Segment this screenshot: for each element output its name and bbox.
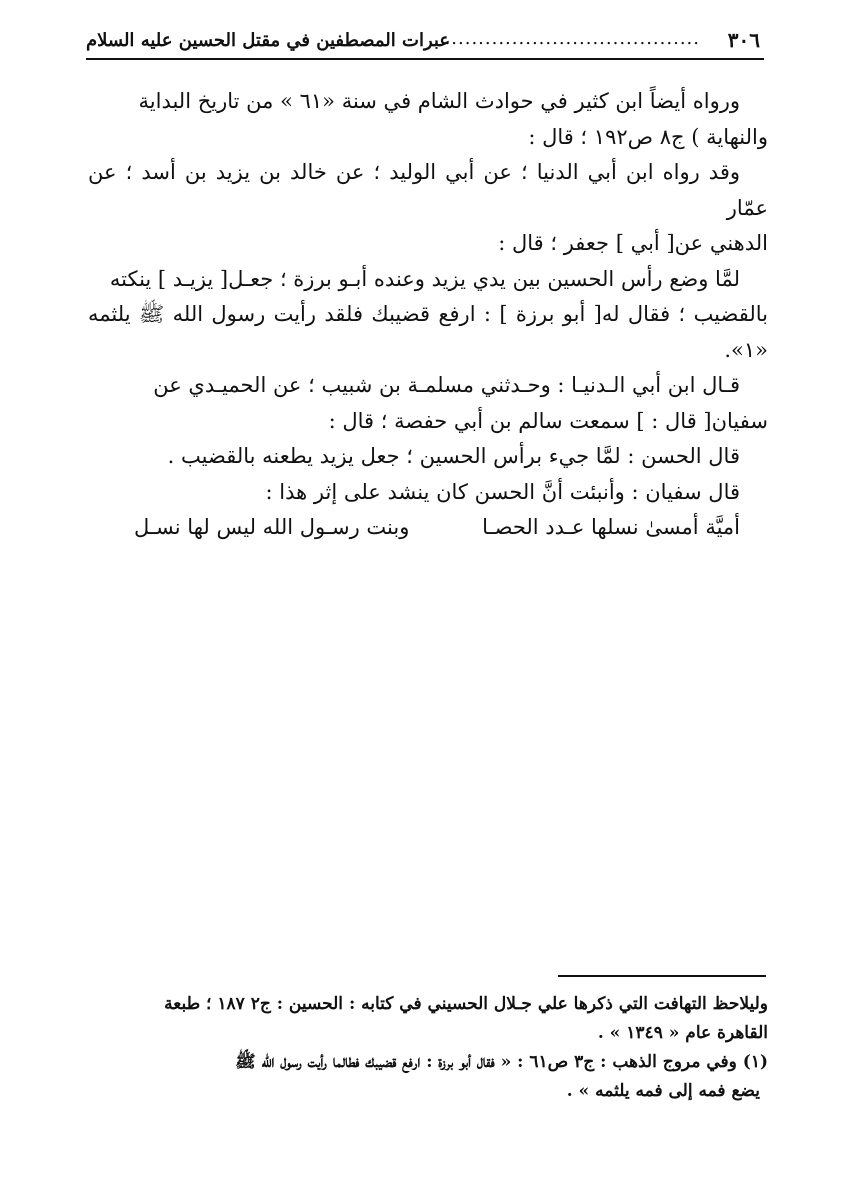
poem-verse bbox=[88, 510, 768, 546]
paragraph-line: قـال ابن أبي الـدنيـا : وحـدثني مسلمـة بن شبيب ؛ عن الحميـدي عن bbox=[153, 373, 740, 397]
book-title: عبرات المصطفين في مقتل الحسين عليه السلام bbox=[86, 30, 451, 51]
footnote-line: وليلاحظ التهافت التي ذكرها علي جـلال الحسيني في كتابه : الحسين : ج٢ ١٨٧ ؛ طبعة bbox=[164, 994, 768, 1014]
page-number: ٣٠٦ bbox=[727, 28, 760, 52]
paragraph-line: والنهاية ) ج٨ ص١٩٢ ؛ قال : bbox=[528, 124, 768, 149]
footnote-divider bbox=[558, 975, 766, 977]
footnote-line: القاهرة عام « ١٣٤٩ » . bbox=[597, 1023, 768, 1043]
paragraph-line: ورواه أيضاً ابن كثير في حوادث الشام في سنة «٦١ » من تاريخ البداية bbox=[138, 89, 740, 113]
footnote-line: (١) وفي مروج الذهب : ج٣ ص٦١ : « فقال أبو برزة : ارفع قضيبك فطالما رأيت رسول الله ﷺ bbox=[235, 1052, 768, 1072]
paragraph-line: الدهني عن[ أبي ] جعفر ؛ قال : bbox=[498, 231, 768, 255]
verse-first-hemistich: أميَّة أمسىٰ نسلها عـدد الحصـا bbox=[482, 515, 740, 539]
footnote-line: يضع فمه إلى فمه يلثمه » . bbox=[566, 1081, 760, 1101]
paragraph-line: بالقضيب ؛ فقال له[ أبو برزة ] : ارفع قضيبك فلقد رأيت رسول الله ﷺ يلثمه «١». bbox=[88, 302, 768, 362]
verse-second-hemistich: وبنت رسـول الله ليس لها نسـل bbox=[134, 515, 410, 539]
paragraph-line: قال سفيان : وأنبئت أنَّ الحسن كان ينشد على إثر هذا : bbox=[265, 479, 740, 504]
footnotes bbox=[84, 990, 768, 1106]
header-dots: ...................................... bbox=[444, 28, 700, 49]
paragraph-line: لمَّا وضع رأس الحسين بين يدي يزيد وعنده أبـو برزة ؛ جعـل[ يزيـد ] ينكته bbox=[109, 266, 740, 291]
main-text bbox=[88, 84, 768, 546]
paragraph-line: سفيان[ قال : ] سمعت سالم بن أبي حفصة ؛ قال : bbox=[328, 408, 768, 433]
paragraph-line: وقد رواه ابن أبي الدنيا ؛ عن أبي الوليد ؛ عن خالد بن يزيد بن أسد ؛ عن عمّار bbox=[88, 160, 768, 220]
running-header bbox=[86, 28, 764, 60]
paragraph-line: قال الحسن : لمَّا جيء برأس الحسين ؛ جعل يزيد يطعنه بالقضيب . bbox=[167, 444, 740, 468]
